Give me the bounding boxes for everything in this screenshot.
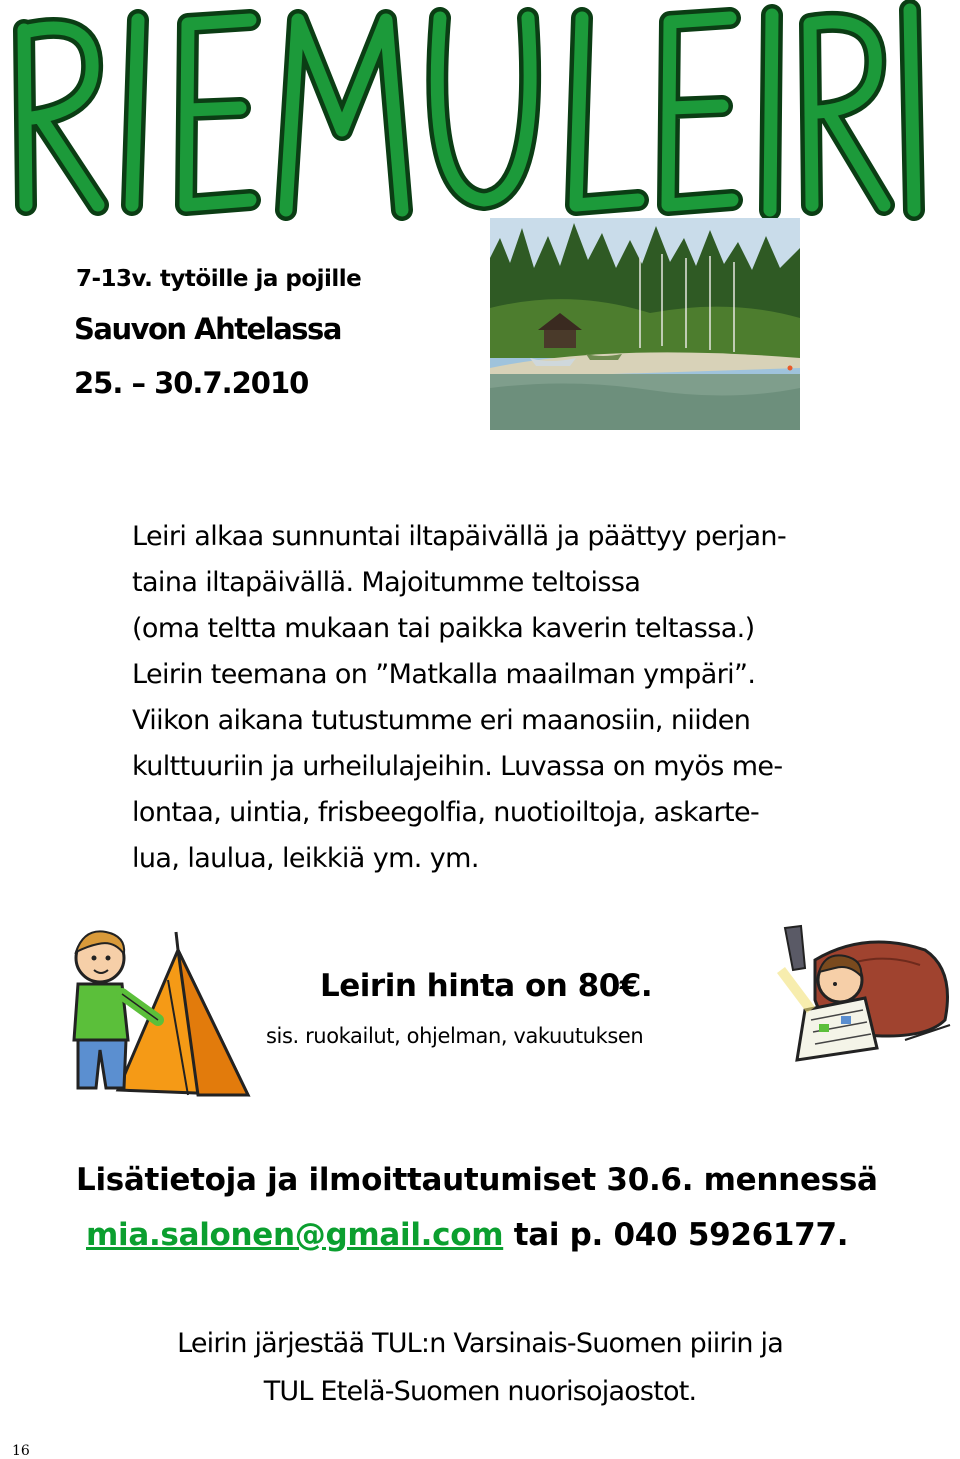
page-number: 16 — [12, 1443, 30, 1459]
organizer-paragraph — [0, 1320, 960, 1416]
title-logo — [0, 0, 960, 225]
description-line: lua, laulua, leikkiä ym. ym. — [132, 843, 479, 874]
description-line: Leirin teemana on ”Matkalla maailman ympäri”. — [132, 659, 756, 690]
phone-text: tai p. 040 5926177. — [513, 1217, 849, 1253]
email-link[interactable]: mia.salonen@gmail.com — [86, 1217, 504, 1253]
description-line: (oma teltta mukaan tai paikka kaverin teltassa.) — [132, 613, 755, 644]
organizer-line: TUL Etelä-Suomen nuorisojaostot. — [263, 1376, 697, 1407]
camp-location-text: Sauvon Ahtelassa — [74, 312, 341, 346]
boy-in-sleeping-bag-illustration — [745, 920, 957, 1070]
boy-with-tent-illustration — [48, 910, 258, 1110]
contact-line — [86, 1217, 848, 1253]
camp-dates-text: 25. – 30.7.2010 — [74, 366, 309, 400]
description-line: lontaa, uintia, frisbeegolfia, nuotioiltoja, askarte- — [132, 797, 760, 828]
price-text: Leirin hinta on 80€. — [320, 968, 653, 1004]
lake-beach-photo — [490, 218, 800, 430]
organizer-line: Leirin järjestää TUL:n Varsinais-Suomen piirin ja — [177, 1328, 783, 1359]
description-line: taina iltapäivällä. Majoitumme teltoissa — [132, 567, 641, 598]
price-includes-text: sis. ruokailut, ohjelman, vakuutuksen — [266, 1024, 644, 1048]
description-line: Leiri alkaa sunnuntai iltapäivällä ja päättyy perjan- — [132, 521, 787, 552]
age-group-text: 7-13v. tytöille ja pojille — [76, 266, 362, 292]
description-line: Viikon aikana tutustumme eri maanosiin, niiden — [132, 705, 751, 736]
description-line: kulttuuriin ja urheilulajeihin. Luvassa on myös me- — [132, 751, 783, 782]
registration-info-text: Lisätietoja ja ilmoittautumiset 30.6. mennessä — [76, 1162, 878, 1198]
description-paragraph — [132, 514, 932, 882]
